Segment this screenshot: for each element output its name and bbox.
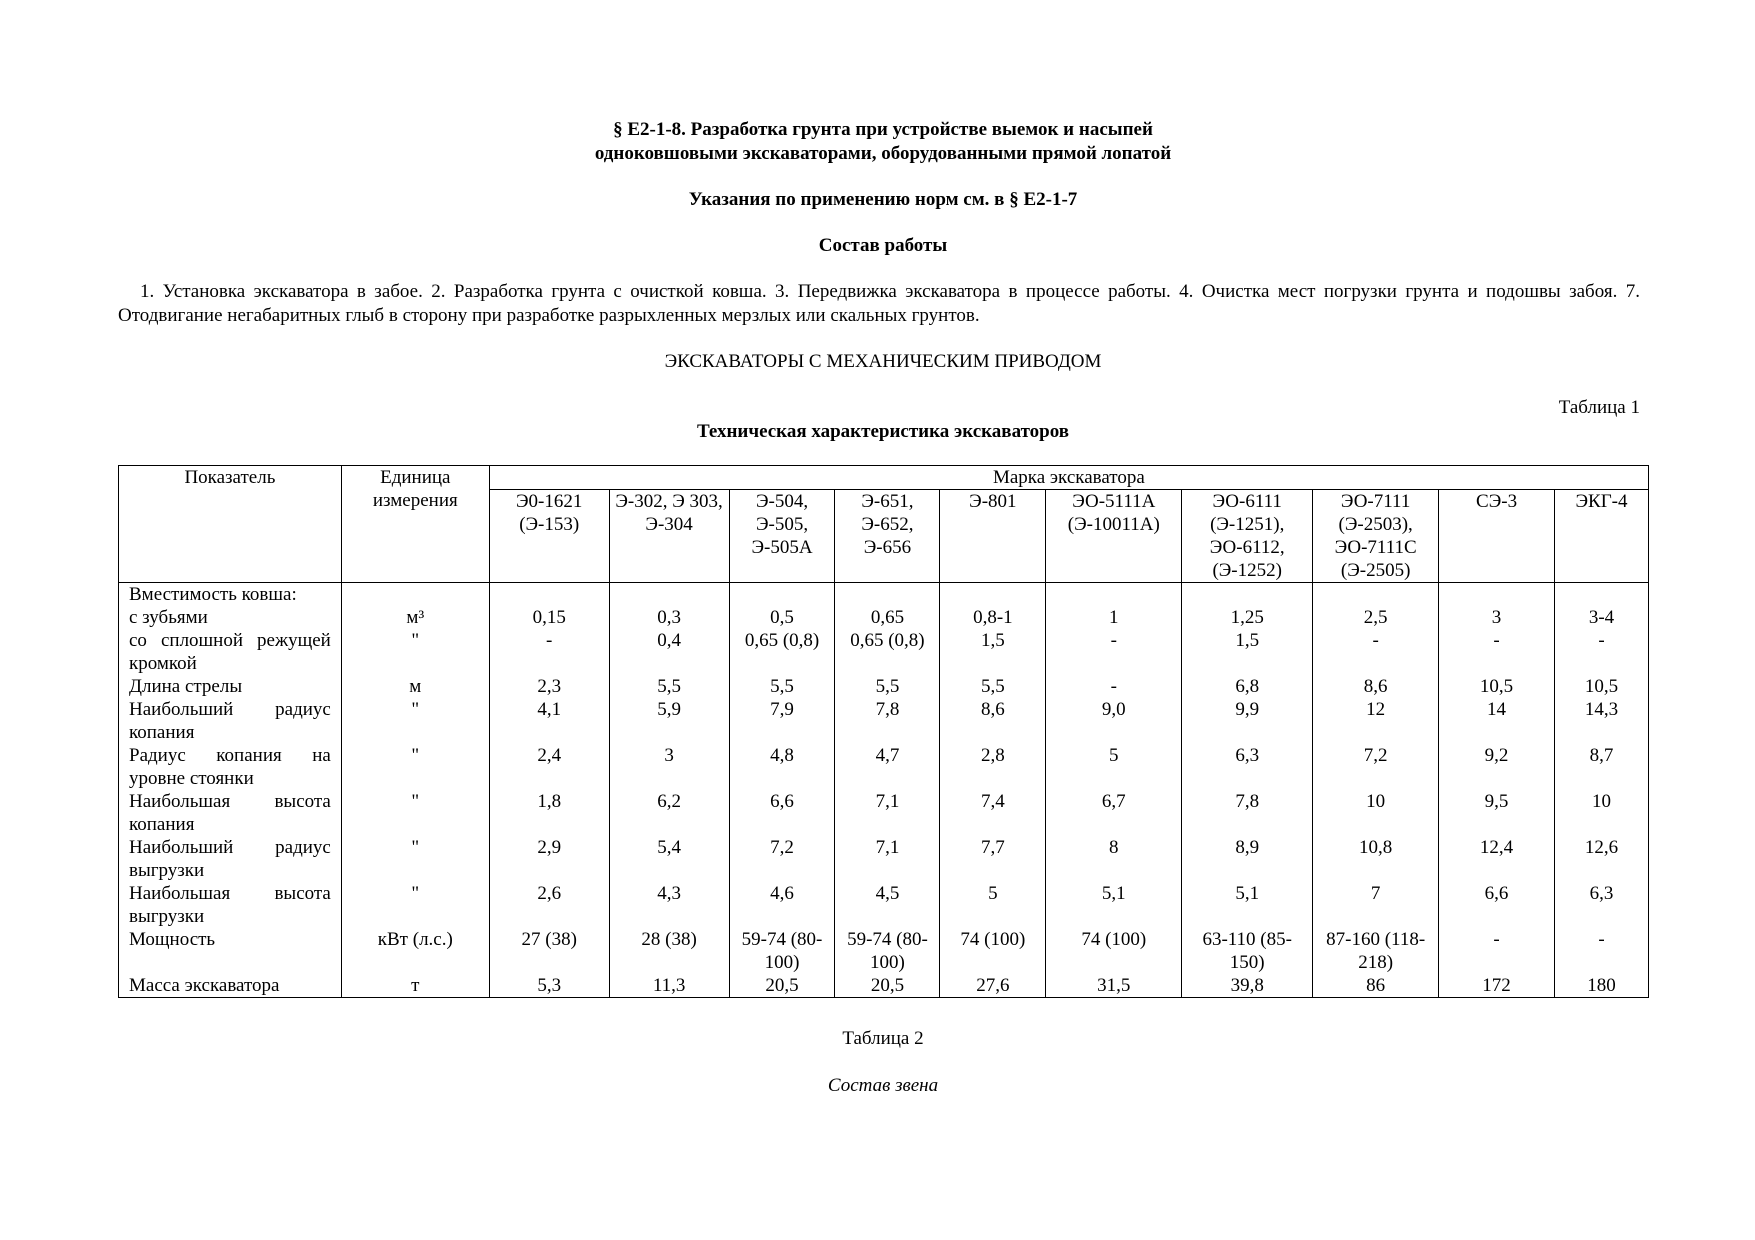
table-cell: - bbox=[1439, 629, 1555, 675]
table-cell: 7,2 bbox=[1313, 744, 1439, 790]
table-cell: 74 (100) bbox=[940, 928, 1046, 974]
table-cell: 172 bbox=[1439, 974, 1555, 998]
table-cell: 12,4 bbox=[1439, 836, 1555, 882]
row-label: Длина стрелы bbox=[119, 675, 342, 698]
row-unit: " bbox=[341, 882, 489, 928]
table-cell: 27 (38) bbox=[489, 928, 609, 974]
table-cell: 3 bbox=[1439, 606, 1555, 629]
row-unit bbox=[341, 583, 489, 607]
table-cell: 9,0 bbox=[1046, 698, 1182, 744]
table-cell: 14,3 bbox=[1555, 698, 1649, 744]
table-cell: 8,9 bbox=[1182, 836, 1313, 882]
header-model: ЭО-7111 (Э-2503), ЭО-7111С (Э-2505) bbox=[1313, 490, 1439, 583]
row-label: с зубьями bbox=[119, 606, 342, 629]
row-label: Наибольшая высота копания bbox=[119, 790, 342, 836]
table-cell: 10 bbox=[1555, 790, 1649, 836]
table-cell: 10,8 bbox=[1313, 836, 1439, 882]
header-model: Э-504, Э-505, Э-505А bbox=[729, 490, 835, 583]
table-cell: 0,15 bbox=[489, 606, 609, 629]
row-unit: кВт (л.с.) bbox=[341, 928, 489, 974]
table-2-title: Состав звена bbox=[827, 1075, 939, 1096]
header-model: Э-801 bbox=[940, 490, 1046, 583]
table-cell: 8,6 bbox=[1313, 675, 1439, 698]
table-cell: 0,5 bbox=[729, 606, 835, 629]
table-row bbox=[119, 744, 1649, 790]
table-cell: 12 bbox=[1313, 698, 1439, 744]
table-1-title: Техническая характеристика экскаваторов bbox=[696, 421, 1070, 442]
header-row-1 bbox=[119, 466, 1649, 490]
row-unit: т bbox=[341, 974, 489, 998]
table-cell: - bbox=[1046, 675, 1182, 698]
table-row bbox=[119, 629, 1649, 675]
table-cell: 31,5 bbox=[1046, 974, 1182, 998]
row-unit: " bbox=[341, 698, 489, 744]
table-cell: 9,9 bbox=[1182, 698, 1313, 744]
table-cell: 28 (38) bbox=[609, 928, 729, 974]
header-model: ЭО-6111 (Э-1251), ЭО-6112, (Э-1252) bbox=[1182, 490, 1313, 583]
table-cell: 14 bbox=[1439, 698, 1555, 744]
table-cell: 6,8 bbox=[1182, 675, 1313, 698]
table-cell: 5,3 bbox=[489, 974, 609, 998]
table-cell: 20,5 bbox=[835, 974, 940, 998]
table-cell: 86 bbox=[1313, 974, 1439, 998]
table-cell: 6,6 bbox=[1439, 882, 1555, 928]
work-composition-heading: Состав работы bbox=[818, 235, 948, 256]
table-cell: 6,6 bbox=[729, 790, 835, 836]
table-cell: 20,5 bbox=[729, 974, 835, 998]
table-cell: 8,6 bbox=[940, 698, 1046, 744]
table-cell: - bbox=[1046, 629, 1182, 675]
table-cell bbox=[1046, 583, 1182, 607]
table-cell: 1,25 bbox=[1182, 606, 1313, 629]
table-cell: 0,4 bbox=[609, 629, 729, 675]
table-cell: 5,5 bbox=[835, 675, 940, 698]
table-cell: 0,65 (0,8) bbox=[835, 629, 940, 675]
table-cell: 87-160 (118-218) bbox=[1313, 928, 1439, 974]
excavator-specs-table bbox=[118, 465, 1649, 998]
table-cell: - bbox=[489, 629, 609, 675]
table-cell: 9,5 bbox=[1439, 790, 1555, 836]
table-cell: 5,1 bbox=[1182, 882, 1313, 928]
table-cell: 6,7 bbox=[1046, 790, 1182, 836]
table-cell: 10,5 bbox=[1555, 675, 1649, 698]
table-cell: 7,4 bbox=[940, 790, 1046, 836]
table-cell: 5,1 bbox=[1046, 882, 1182, 928]
table-cell: 63-110 (85-150) bbox=[1182, 928, 1313, 974]
table-cell: 2,8 bbox=[940, 744, 1046, 790]
table-cell: 0,3 bbox=[609, 606, 729, 629]
table-cell: 11,3 bbox=[609, 974, 729, 998]
table-1-label: Таблица 1 bbox=[1558, 397, 1640, 418]
header-unit: Единица измерения bbox=[341, 466, 489, 583]
table-cell: 7,8 bbox=[835, 698, 940, 744]
table-row bbox=[119, 675, 1649, 698]
table-cell: 6,3 bbox=[1182, 744, 1313, 790]
table-cell: - bbox=[1555, 928, 1649, 974]
section-title-line-1: § Е2-1-8. Разработка грунта при устройстве выемок и насыпей bbox=[613, 119, 1153, 140]
table-cell bbox=[1439, 583, 1555, 607]
table-cell bbox=[1182, 583, 1313, 607]
table-cell: 74 (100) bbox=[1046, 928, 1182, 974]
row-unit: " bbox=[341, 629, 489, 675]
table-cell: 7,7 bbox=[940, 836, 1046, 882]
table-cell bbox=[940, 583, 1046, 607]
row-label: Мощность bbox=[119, 928, 342, 974]
table-cell: 4,6 bbox=[729, 882, 835, 928]
header-model: СЭ-3 bbox=[1439, 490, 1555, 583]
table-2-label: Таблица 2 bbox=[842, 1028, 924, 1049]
table-row bbox=[119, 698, 1649, 744]
row-unit: " bbox=[341, 836, 489, 882]
table-cell: 4,8 bbox=[729, 744, 835, 790]
table-row bbox=[119, 606, 1649, 629]
table-cell: 5 bbox=[1046, 744, 1182, 790]
table-cell: 7,1 bbox=[835, 790, 940, 836]
table-cell: 2,6 bbox=[489, 882, 609, 928]
table-cell: 5,9 bbox=[609, 698, 729, 744]
table-row bbox=[119, 790, 1649, 836]
table-cell: 2,4 bbox=[489, 744, 609, 790]
row-unit: м³ bbox=[341, 606, 489, 629]
table-cell: 7,2 bbox=[729, 836, 835, 882]
table-row bbox=[119, 928, 1649, 974]
table-cell: 0,65 (0,8) bbox=[729, 629, 835, 675]
table-cell: 6,3 bbox=[1555, 882, 1649, 928]
table-cell: 5,4 bbox=[609, 836, 729, 882]
table-cell: 180 bbox=[1555, 974, 1649, 998]
table-cell: 39,8 bbox=[1182, 974, 1313, 998]
table-cell: 3 bbox=[609, 744, 729, 790]
table-cell: 8,7 bbox=[1555, 744, 1649, 790]
table-cell: 10,5 bbox=[1439, 675, 1555, 698]
row-label: Наибольший радиус выгрузки bbox=[119, 836, 342, 882]
header-model: Э-302, Э 303, Э-304 bbox=[609, 490, 729, 583]
table-cell: 12,6 bbox=[1555, 836, 1649, 882]
table-cell: 7 bbox=[1313, 882, 1439, 928]
header-model: ЭО-5111А (Э-10011А) bbox=[1046, 490, 1182, 583]
section-title bbox=[118, 118, 1648, 166]
header-indicator: Показатель bbox=[119, 466, 342, 583]
row-label: со сплошной режущей кромкой bbox=[119, 629, 342, 675]
table-cell: 4,3 bbox=[609, 882, 729, 928]
table-cell: 7,9 bbox=[729, 698, 835, 744]
table-row bbox=[119, 583, 1649, 607]
header-model: Э-651, Э-652, Э-656 bbox=[835, 490, 940, 583]
table-cell: 4,1 bbox=[489, 698, 609, 744]
table-row bbox=[119, 974, 1649, 998]
row-unit: м bbox=[341, 675, 489, 698]
table-cell: 1,5 bbox=[940, 629, 1046, 675]
row-label: Наибольший радиус копания bbox=[119, 698, 342, 744]
table-cell: 7,8 bbox=[1182, 790, 1313, 836]
table-cell: - bbox=[1313, 629, 1439, 675]
section-title-line-2: одноковшовыми экскаваторами, оборудованными прямой лопатой bbox=[594, 143, 1172, 164]
table-cell: 5,5 bbox=[729, 675, 835, 698]
table-cell bbox=[1555, 583, 1649, 607]
table-cell: 27,6 bbox=[940, 974, 1046, 998]
row-label: Радиус копания на уровне стоянки bbox=[119, 744, 342, 790]
table-cell: 8 bbox=[1046, 836, 1182, 882]
row-label: Вместимость ковша: bbox=[119, 583, 342, 607]
table-cell: 7,1 bbox=[835, 836, 940, 882]
table-cell bbox=[835, 583, 940, 607]
table-cell: 10 bbox=[1313, 790, 1439, 836]
header-brand: Марка экскаватора bbox=[489, 466, 1648, 490]
norms-note: Указания по применению норм см. в § Е2-1-7 bbox=[688, 189, 1078, 210]
table-row bbox=[119, 882, 1649, 928]
table-cell bbox=[729, 583, 835, 607]
table-cell: 4,5 bbox=[835, 882, 940, 928]
row-label: Наибольшая высота выгрузки bbox=[119, 882, 342, 928]
table-cell: 5 bbox=[940, 882, 1046, 928]
header-model: ЭКГ-4 bbox=[1555, 490, 1649, 583]
table-cell: 59-74 (80-100) bbox=[729, 928, 835, 974]
table-cell: 5,5 bbox=[609, 675, 729, 698]
table-cell: 0,8-1 bbox=[940, 606, 1046, 629]
table-cell bbox=[609, 583, 729, 607]
row-unit: " bbox=[341, 744, 489, 790]
table-cell: 3-4 bbox=[1555, 606, 1649, 629]
table-cell: - bbox=[1555, 629, 1649, 675]
table-cell: 2,3 bbox=[489, 675, 609, 698]
row-label: Масса экскаватора bbox=[119, 974, 342, 998]
table-cell: 6,2 bbox=[609, 790, 729, 836]
table-cell: 9,2 bbox=[1439, 744, 1555, 790]
table-cell: 2,9 bbox=[489, 836, 609, 882]
table-cell bbox=[1313, 583, 1439, 607]
table-cell: 59-74 (80-100) bbox=[835, 928, 940, 974]
table-cell: 5,5 bbox=[940, 675, 1046, 698]
header-model: Э0-1621 (Э-153) bbox=[489, 490, 609, 583]
row-unit: " bbox=[341, 790, 489, 836]
table-cell: 4,7 bbox=[835, 744, 940, 790]
table-cell bbox=[489, 583, 609, 607]
table-cell: 1 bbox=[1046, 606, 1182, 629]
drive-type-heading: ЭКСКАВАТОРЫ С МЕХАНИЧЕСКИМ ПРИВОДОМ bbox=[664, 351, 1102, 372]
table-cell: 0,65 bbox=[835, 606, 940, 629]
table-cell: - bbox=[1439, 928, 1555, 974]
table-row bbox=[119, 836, 1649, 882]
table-cell: 1,5 bbox=[1182, 629, 1313, 675]
work-composition-text: 1. Установка экскаватора в забое. 2. Разработка грунта с очисткой ковша. 3. Передвижка экскаватора в процессе работы. 4. Очистка мест погрузки грунта и подошвы забоя. 7. Отодвигание негабаритных глыб в сторону при разработке разрыхленных мерзлых или скальных грунтов. bbox=[118, 281, 1640, 326]
table-cell: 2,5 bbox=[1313, 606, 1439, 629]
table-cell: 1,8 bbox=[489, 790, 609, 836]
